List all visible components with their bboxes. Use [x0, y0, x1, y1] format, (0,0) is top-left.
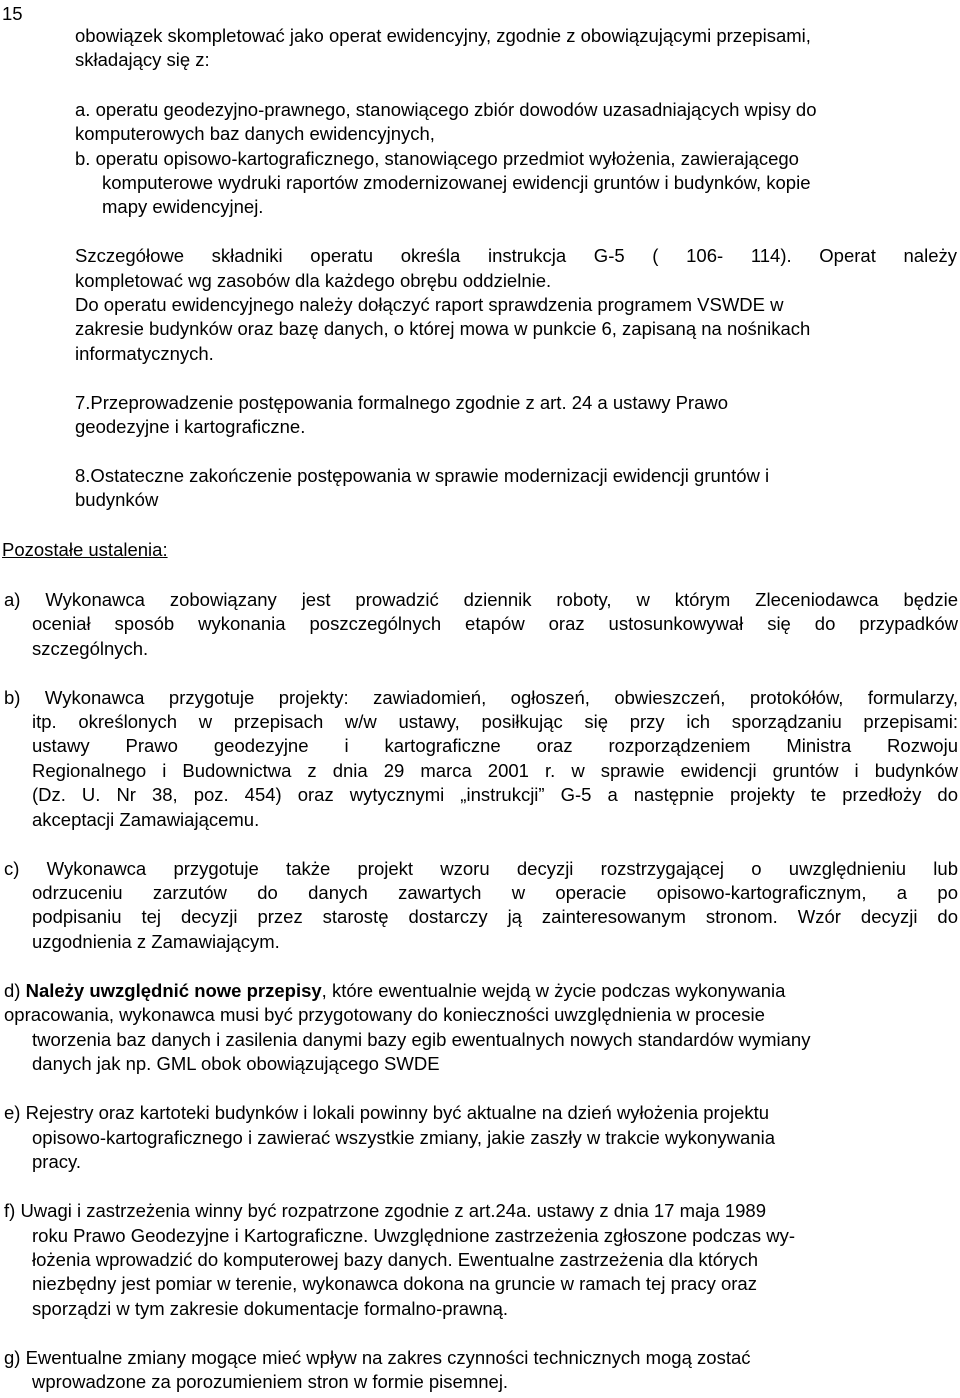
item-b-line-1: b. operatu opisowo-kartograficznego, stanowiącego przedmiot wyłożenia, zawierającego — [75, 148, 799, 169]
raport-line-1: Do operatu ewidencyjnego należy dołączyć raport sprawdzenia programem VSWDE w — [75, 294, 784, 315]
para-c-line-4: uzgodnienia z Zamawiającym. — [32, 931, 280, 952]
section-7-line-2: geodezyjne i kartograficzne. — [75, 416, 306, 437]
intro-line-1: obowiązek skompletować jako operat ewidencyjny, zgodnie z obowiązującymi przepisami, — [75, 25, 811, 46]
para-c-line-2: odrzuceniu zarzutów do danych zawartych w operacie opisowo-kartograficznym, a po — [32, 882, 958, 903]
details-line-2: kompletować wg zasobów dla każdego obrębu oddzielnie. — [75, 270, 552, 291]
para-e-line-2: opisowo-kartograficznego i zawierać wszystkie zmiany, jakie zaszły w trakcie wykonywania — [32, 1127, 776, 1148]
para-g-line-2: wprowadzone za porozumieniem stron w formie pisemnej. — [32, 1371, 509, 1392]
para-d-bold-phrase: Należy uwzględnić nowe przepisy — [25, 980, 322, 1001]
para-d-prefix: d) — [4, 980, 26, 1001]
para-c-line-1: c) Wykonawca przygotuje także projekt wzoru decyzji rozstrzygającej o uwzględnieniu lub — [4, 858, 958, 879]
item-b-line-2: komputerowe wydruki raportów zmodernizowanej ewidencji gruntów i budynków, kopie — [102, 172, 811, 193]
para-e-line-1: e) Rejestry oraz kartoteki budynków i lokali powinny być aktualne na dzień wyłożenia projektu — [4, 1102, 770, 1123]
para-d-line-2: opracowania, wykonawca musi być przygotowany do konieczności uwzględnienia w procesie — [4, 1004, 765, 1025]
para-d-line-3: tworzenia baz danych i zasilenia danymi bazy egib ewentualnych nowych standardów wymiany — [32, 1029, 811, 1050]
para-f-line-5: sporządzi w tym zakresie dokumentacje formalno-prawną. — [32, 1298, 509, 1319]
para-b-line-5: (Dz. U. Nr 38, poz. 454) oraz wytycznymi „instrukcji” G-5 a następnie projekty te przedłoży do — [32, 784, 958, 805]
para-b-line-6: akceptacji Zamawiającemu. — [32, 809, 260, 830]
para-g-line-1: g) Ewentualne zmiany mogące mieć wpływ na zakres czynności technicznych mogą zostać — [4, 1347, 751, 1368]
section-7-line-1: 7.Przeprowadzenie postępowania formalnego zgodnie z art. 24 a ustawy Prawo — [75, 392, 729, 413]
page-number: 15 — [2, 3, 23, 24]
details-line-1: Szczegółowe składniki operatu określa instrukcja G-5 ( 106- 114). Operat należy — [75, 245, 957, 266]
para-f-line-4: niezbędny jest pomiar w terenie, wykonawca dokona na gruncie w ramach tej pracy oraz — [32, 1273, 757, 1294]
para-b-line-4: Regionalnego i Budownictwa z dnia 29 marca 2001 r. w sprawie ewidencji gruntów i budynków — [32, 760, 958, 781]
para-a-line-3: szczególnych. — [32, 638, 149, 659]
other-findings-heading: Pozostałe ustalenia: — [2, 539, 168, 560]
para-b-line-2: itp. określonych w przepisach w/w ustawy, posiłkując się przy ich sporządzaniu przepisami: — [32, 711, 958, 732]
raport-line-2: zakresie budynków oraz bazę danych, o której mowa w punkcie 6, zapisaną na nośnikach — [75, 318, 811, 339]
item-b-line-3: mapy ewidencyjnej. — [102, 196, 264, 217]
para-d-line-1 — [4, 979, 785, 1003]
para-a-line-1: a) Wykonawca zobowiązany jest prowadzić dziennik roboty, w którym Zleceniodawca będzie — [4, 589, 958, 610]
item-a-line-1: a. operatu geodezyjno-prawnego, stanowiącego zbiór dowodów uzasadniających wpisy do — [75, 99, 817, 120]
para-f-line-1: f) Uwagi i zastrzeżenia winny być rozpatrzone zgodnie z art.24a. ustawy z dnia 17 maja 1989 — [4, 1200, 766, 1221]
para-b-line-3: ustawy Prawo geodezyjne i kartograficzne oraz rozporządzeniem Ministra Rozwoju — [32, 735, 958, 756]
para-b-line-1: b) Wykonawca przygotuje projekty: zawiadomień, ogłoszeń, obwieszczeń, protokółów, formularzy, — [4, 687, 958, 708]
para-d-line-4: danych jak np. GML obok obowiązującego SWDE — [32, 1053, 440, 1074]
para-e-line-3: pracy. — [32, 1151, 82, 1172]
raport-line-3: informatycznych. — [75, 343, 214, 364]
section-8-line-1: 8.Ostateczne zakończenie postępowania w sprawie modernizacji ewidencji gruntów i — [75, 465, 770, 486]
para-d-rest: , które ewentualnie wejdą w życie podczas wykonywania — [321, 980, 786, 1001]
para-f-line-2: roku Prawo Geodezyjne i Kartograficzne. Uwzględnione zastrzeżenia zgłoszone podczas wy- — [32, 1225, 795, 1246]
para-c-line-3: podpisaniu tej decyzji przez starostę dostarczy ją zainteresowanym stronom. Wzór decyzji do — [32, 906, 958, 927]
intro-line-2: składający się z: — [75, 49, 210, 70]
section-8-line-2: budynków — [75, 489, 159, 510]
item-a-line-2: komputerowych baz danych ewidencyjnych, — [75, 123, 435, 144]
para-f-line-3: łożenia wprowadzić do komputerowej bazy danych. Ewentualne zastrzeżenia dla których — [32, 1249, 758, 1270]
para-a-line-2: oceniał sposób wykonania poszczególnych etapów oraz ustosunkowywał się do przypadków — [32, 613, 958, 634]
